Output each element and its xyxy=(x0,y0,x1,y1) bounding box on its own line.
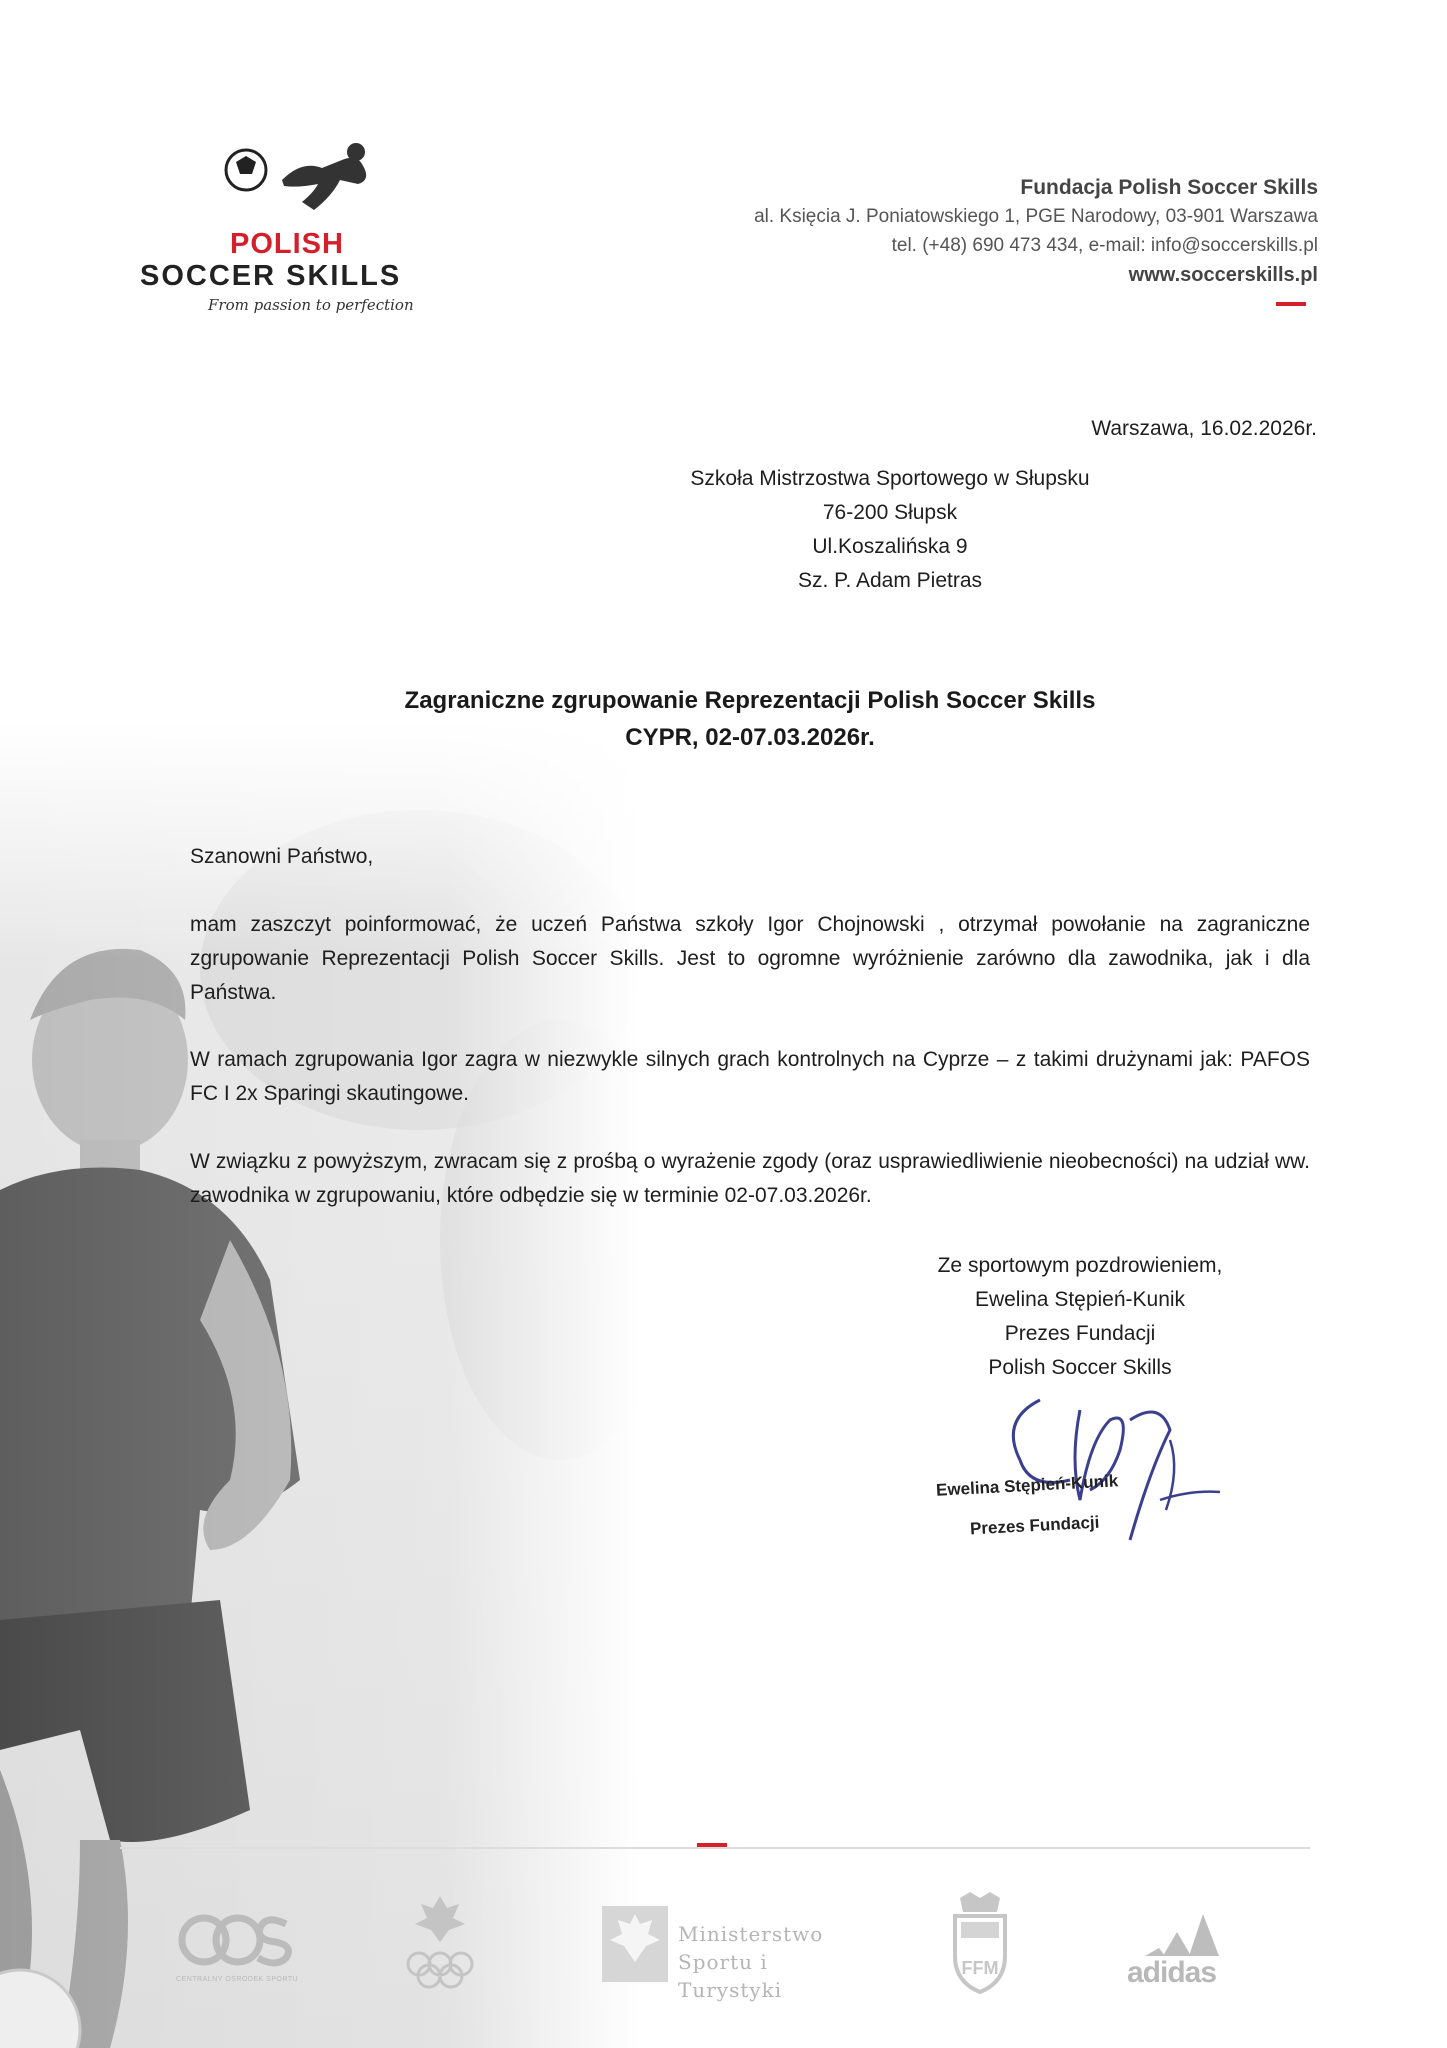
ministry-name xyxy=(678,1920,860,2004)
closing-line: Ze sportowym pozdrowieniem, xyxy=(937,1254,1223,1277)
subject-line: CYPR, 02-07.03.2026r. xyxy=(625,724,875,751)
polish-soccer-skills-logo xyxy=(138,140,478,320)
stamp-name: Ewelina Stępień-Kunik xyxy=(935,1471,1119,1500)
federation-crest-icon xyxy=(945,1890,1015,1995)
letter-closing xyxy=(860,1249,1300,1385)
foundation-header xyxy=(754,174,1318,290)
foundation-address: al. Księcia J. Poniatowskiego 1, PGE Narodowy, 03-901 Warszawa xyxy=(754,206,1318,227)
foundation-name: Fundacja Polish Soccer Skills xyxy=(1020,176,1318,199)
recipient-line: Ul.Koszalińska 9 xyxy=(812,535,968,558)
cos-logo xyxy=(176,1890,299,2000)
adidas-logo xyxy=(1125,1890,1235,2000)
adidas-wordmark: adidas xyxy=(1127,1956,1217,1989)
stamp-role: Prezes Fundacji xyxy=(969,1512,1100,1539)
logo-soccer-skills-word: SOCCER SKILLS xyxy=(140,260,402,292)
letter-subject xyxy=(190,682,1310,756)
foundation-contact: tel. (+48) 690 473 434, e-mail: info@soccerskills.pl xyxy=(891,235,1318,256)
football-federation-logo xyxy=(945,1890,1015,2000)
recipient-line: Szkoła Mistrzostwa Sportowego w Słupsku xyxy=(690,467,1090,490)
recipient-line: Sz. P. Adam Pietras xyxy=(797,569,983,592)
ministry-line: Ministerstwo xyxy=(678,1922,824,1946)
body-paragraph: W związku z powyższym, zwracam się z prośbą o wyrażenie zgody (oraz usprawiedliwienie nieobecności) na udział ww. zawodnika w zgrupowaniu, które odbędzie się w terminie 02-07.03.2026r. xyxy=(190,1150,1310,1207)
salutation: Szanowni Państwo, xyxy=(190,845,374,868)
ball-kicker-icon xyxy=(222,140,392,220)
signer-title: Prezes Fundacji xyxy=(1004,1322,1156,1345)
cos-caption: CENTRALNY OŚRODEK SPORTU xyxy=(176,1976,299,1983)
eagle-olympic-rings-icon xyxy=(395,1890,485,1995)
body-paragraph: W ramach zgrupowania Igor zagra w niezwykle silnych grach kontrolnych na Cyprze – z takimi drużynami jak: PAFOS FC I 2x Sparingi skautingowe. xyxy=(190,1048,1310,1105)
svg-text:FFM: FFM xyxy=(961,1958,999,1978)
recipient-line: 76-200 Słupsk xyxy=(822,501,958,524)
ministry-of-sport-logo xyxy=(600,1890,860,2000)
signer-organization: Polish Soccer Skills xyxy=(988,1356,1172,1379)
polish-eagle-crest-icon xyxy=(600,1904,670,1984)
header-accent-line xyxy=(1276,302,1306,306)
ministry-line: Sportu i Turystyki xyxy=(678,1950,783,2002)
logo-polish-word: POLISH xyxy=(230,228,344,260)
polish-olympic-committee-logo xyxy=(395,1890,485,2000)
foundation-website[interactable]: www.soccerskills.pl xyxy=(1128,264,1318,286)
subject-line: Zagraniczne zgrupowanie Reprezentacji Polish Soccer Skills xyxy=(404,687,1096,714)
signer-name: Ewelina Stępień-Kunik xyxy=(974,1288,1186,1311)
cos-emblem-icon xyxy=(176,1910,296,1970)
recipient-address xyxy=(665,462,1115,598)
adidas-stripes-icon xyxy=(1141,1910,1221,1956)
footer-accent-line xyxy=(697,1843,727,1847)
logo-tagline: From passion to perfection xyxy=(208,296,414,314)
letter-date: Warszawa, 16.02.2026r. xyxy=(1091,417,1317,440)
signature-stamp xyxy=(930,1380,1230,1560)
footer-divider xyxy=(120,1847,1310,1849)
body-paragraph: mam zaszczyt poinformować, że uczeń Państwa szkoły Igor Chojnowski , otrzymał powołanie na zagraniczne zgrupowanie Reprezentacji Polish Soccer Skills. Jest to ogromne wyróżnienie zarówno dla zawodnika, jak i dla Państwa. xyxy=(190,913,1310,1004)
